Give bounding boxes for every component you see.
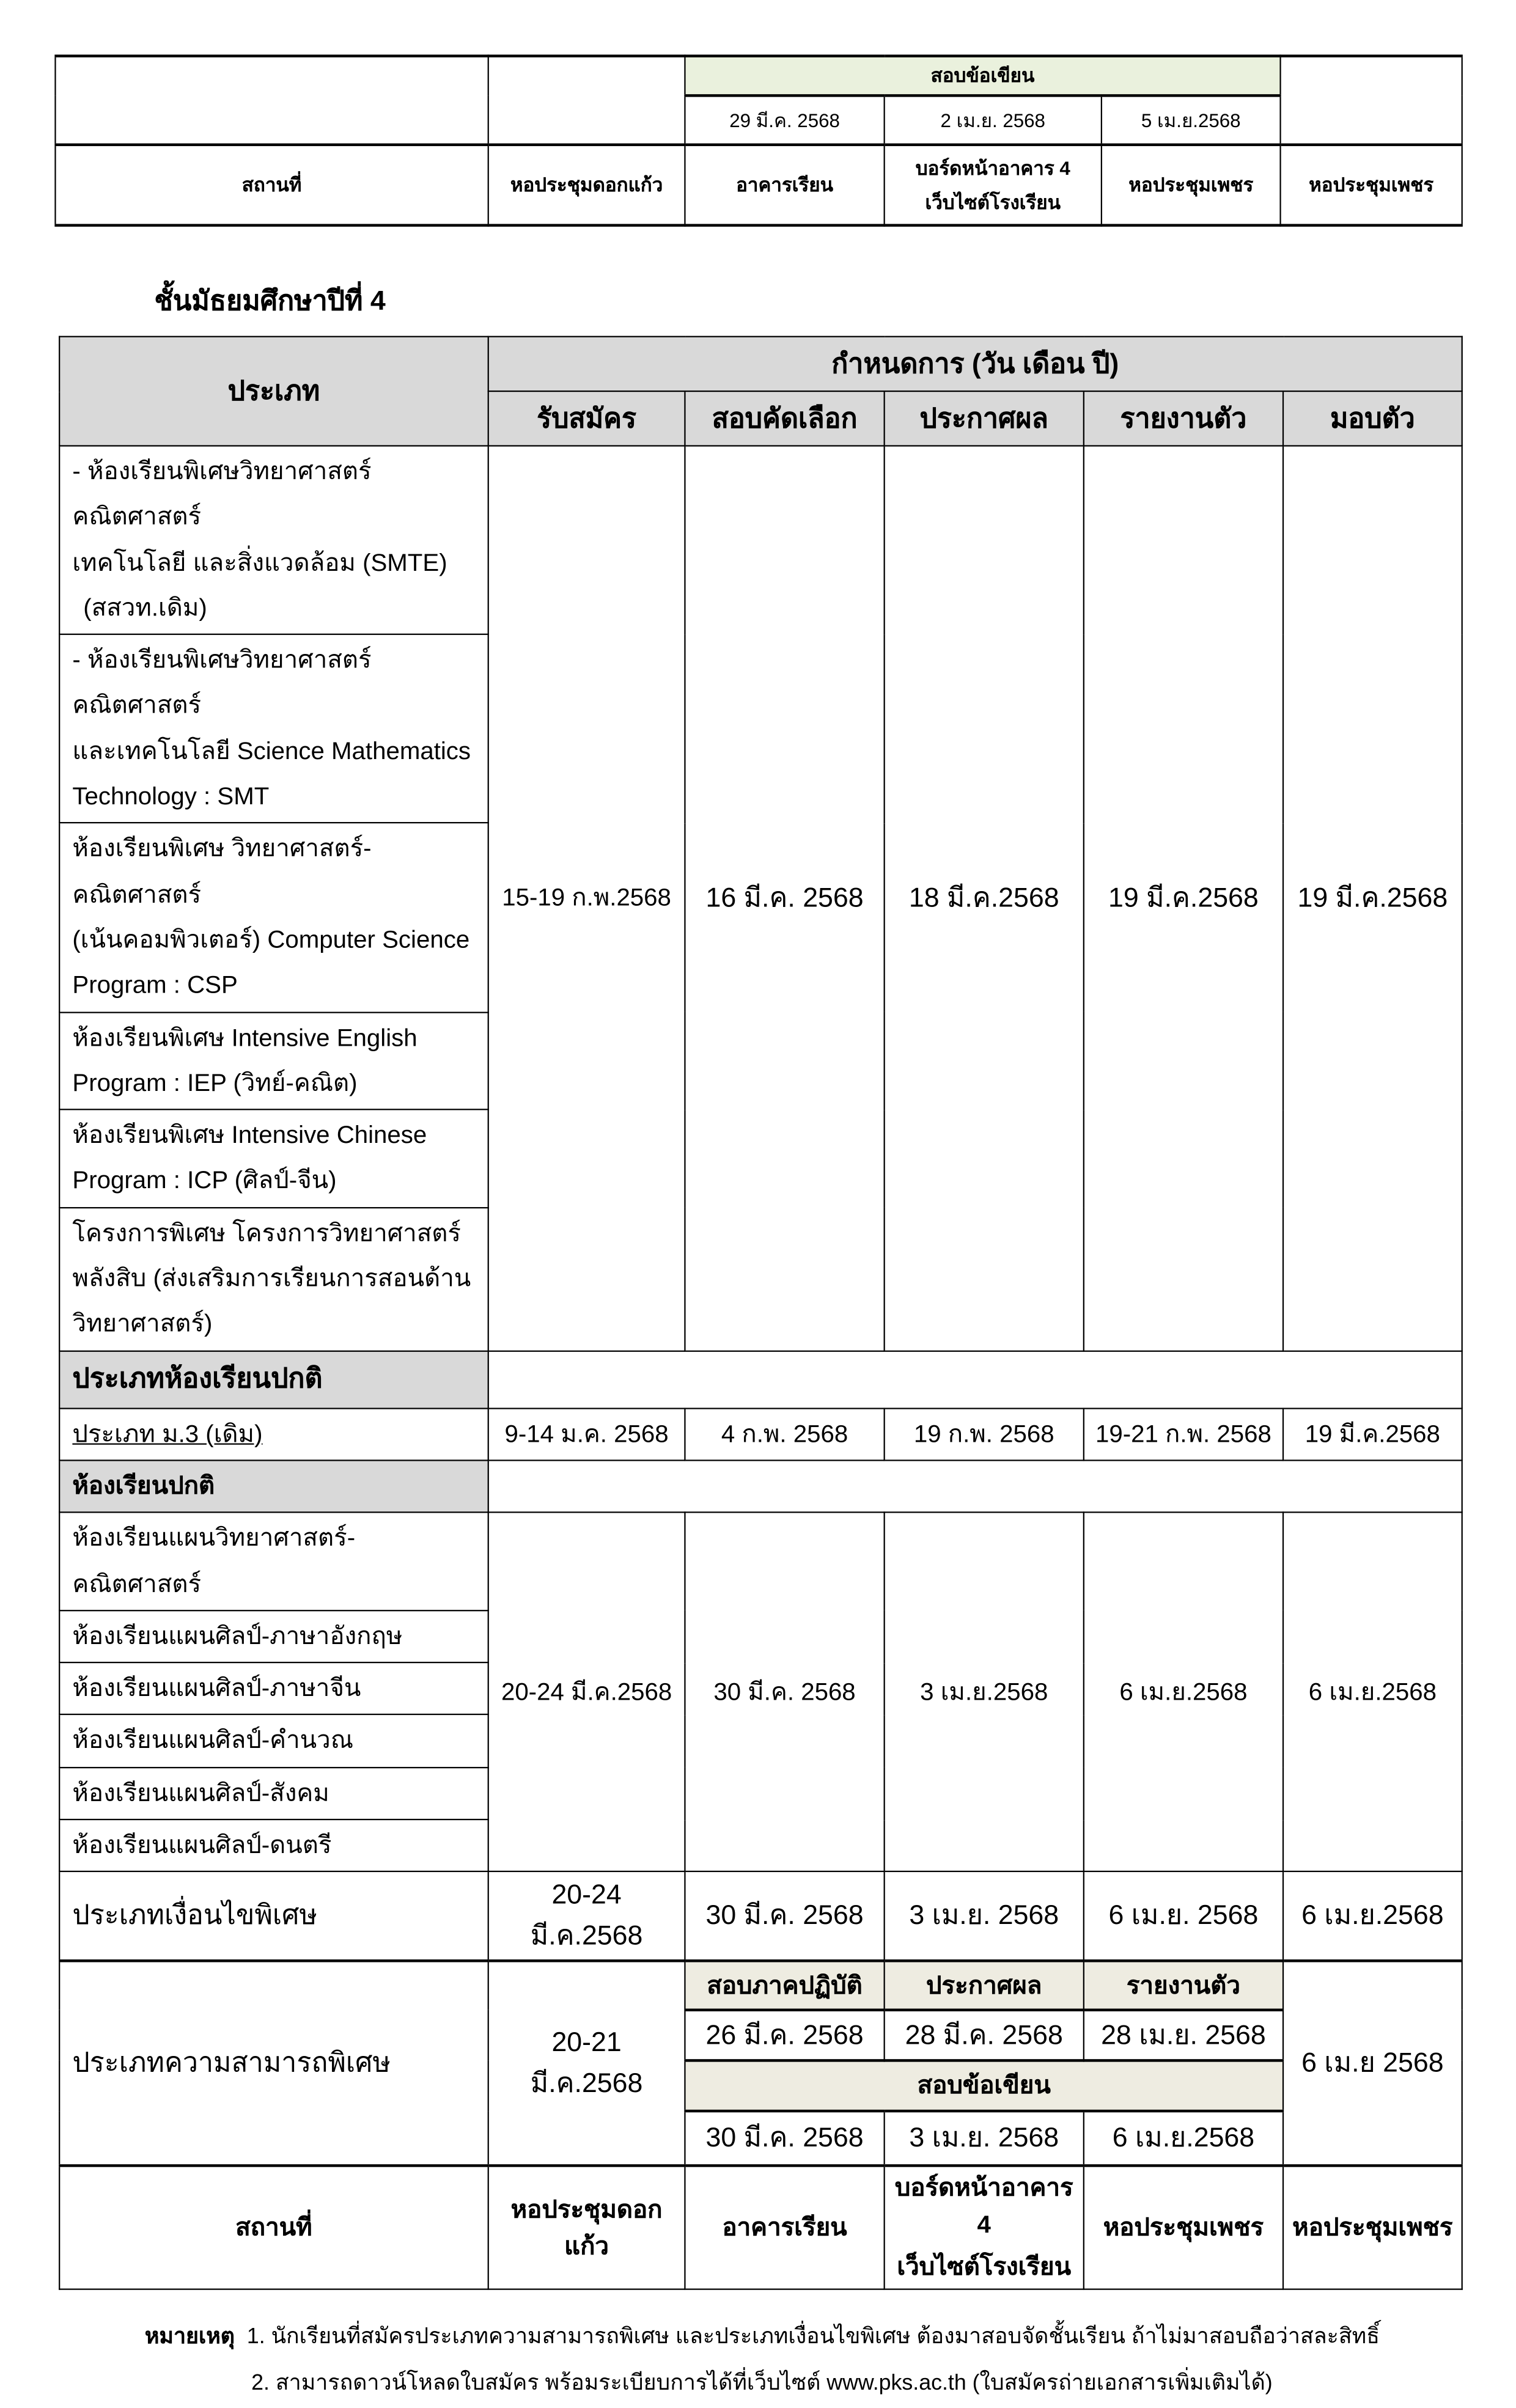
- talent-subheader: ประกาศผล: [885, 1961, 1084, 2010]
- m3-date: 19-21 ก.พ. 2568: [1084, 1408, 1283, 1461]
- program-line: Program : IEP (วิทย์-คณิต): [72, 1069, 358, 1096]
- talent-enroll-date: 6 เม.ย 2568: [1283, 1961, 1462, 2166]
- venue-label: สถานที่: [59, 2166, 488, 2289]
- regular-class: ห้องเรียนแผนศิลป์-คำนวณ: [59, 1715, 488, 1767]
- schedule-header: กำหนดการ (วัน เดือน ปี): [488, 337, 1462, 391]
- m3-label: ประเภท ม.3 (เดิม): [59, 1408, 488, 1461]
- talent-label: ประเภทความสามารถพิเศษ: [59, 1961, 488, 2166]
- column-header: มอบตัว: [1283, 391, 1462, 446]
- venue-line: บอร์ดหน้าอาคาร 4: [915, 156, 1070, 178]
- written-date: 30 มี.ค. 2568: [685, 2112, 884, 2166]
- regular-date: 6 เม.ย.2568: [1084, 1513, 1283, 1872]
- venue: [885, 2166, 1084, 2289]
- venue: อาคารเรียน: [685, 145, 884, 226]
- page-heading: ชั้นมัธยมศึกษาปีที่ 4: [154, 287, 386, 317]
- m3-date: 19 ก.พ. 2568: [885, 1408, 1084, 1461]
- notes: [145, 2315, 1462, 2408]
- special-apply-date: 15-19 ก.พ.2568: [488, 446, 685, 1350]
- practical-date: 26 มี.ค. 2568: [685, 2010, 884, 2061]
- venue: หอประชุมเพชร: [1283, 2166, 1462, 2289]
- practical-date: 28 เม.ย. 2568: [1084, 2010, 1283, 2061]
- program-cell: [59, 1110, 488, 1208]
- venue: หอประชุมเพชร: [1102, 145, 1281, 226]
- regular-class: ห้องเรียนแผนวิทยาศาสตร์-คณิตศาสตร์: [59, 1513, 488, 1610]
- program-line: ห้องเรียนพิเศษ Intensive Chinese: [72, 1121, 427, 1149]
- venue-line: เว็บไซต์โรงเรียน: [925, 190, 1061, 213]
- program-line: Program : ICP (ศิลป์-จีน): [72, 1167, 337, 1194]
- note-row: [145, 2315, 1462, 2362]
- written-exam-header: สอบข้อเขียน: [685, 56, 1280, 96]
- conditional-date: 30 มี.ค. 2568: [685, 1872, 884, 1961]
- venue: [885, 145, 1102, 226]
- regular-class: ห้องเรียนแผนศิลป์-สังคม: [59, 1767, 488, 1820]
- written-date: 6 เม.ย.2568: [1084, 2112, 1283, 2166]
- conditional-date: 20-24 มี.ค.2568: [488, 1872, 685, 1961]
- talent-subheader: รายงานตัว: [1084, 1961, 1283, 2010]
- special-report-date: 19 มี.ค.2568: [1084, 446, 1283, 1350]
- exam-date: 2 เม.ย. 2568: [885, 95, 1102, 144]
- venue-label: สถานที่: [55, 145, 488, 226]
- special-result-date: 18 มี.ค.2568: [885, 446, 1084, 1350]
- m3-date: 9-14 ม.ค. 2568: [488, 1408, 685, 1461]
- program-line: พลังสิบ (ส่งเสริมการเรียนการสอนด้าน: [72, 1264, 471, 1292]
- program-cell: [59, 634, 488, 823]
- conditional-date: 3 เม.ย. 2568: [885, 1872, 1084, 1961]
- program-line: เทคโนโลยี และสิ่งแวดล้อม (SMTE): [72, 548, 447, 576]
- written-date: 3 เม.ย. 2568: [885, 2112, 1084, 2166]
- previous-exam-table: [54, 54, 1462, 227]
- note-item: 2. สามารถดาวน์โหลดใบสมัคร พร้อมระเบียบการได้ที่เว็บไซต์ www.pks.ac.th (ใบสมัครถ่ายเอกสารเพิ่มเติมได้): [251, 2372, 1273, 2396]
- regular-class-label: ห้องเรียนปกติ: [59, 1460, 488, 1513]
- practical-date: 28 มี.ค. 2568: [885, 2010, 1084, 2061]
- venue: หอประชุมดอกแก้ว: [488, 2166, 685, 2289]
- program-cell: [59, 1012, 488, 1110]
- program-line: ห้องเรียนพิเศษ Intensive English: [72, 1023, 418, 1051]
- program-line: (เน้นคอมพิวเตอร์) Computer Science: [72, 925, 470, 953]
- venue-line: บอร์ดหน้าอาคาร 4: [894, 2174, 1073, 2239]
- exam-date: 29 มี.ค. 2568: [685, 95, 884, 144]
- regular-type-label: ประเภทห้องเรียนปกติ: [59, 1351, 488, 1408]
- notes-label: หมายเหตุ: [144, 2325, 235, 2349]
- program-line: Technology : SMT: [72, 782, 270, 810]
- regular-class: ห้องเรียนแผนศิลป์-ภาษาจีน: [59, 1662, 488, 1715]
- program-line: และเทคโนโลยี Science Mathematics: [72, 736, 471, 765]
- program-line: วิทยาศาสตร์): [72, 1310, 213, 1338]
- venue: หอประชุมเพชร: [1084, 2166, 1283, 2289]
- program-line: - ห้องเรียนพิเศษวิทยาศาสตร์ คณิตศาสตร์: [72, 646, 372, 719]
- column-header: รายงานตัว: [1084, 391, 1283, 446]
- regular-date: 30 มี.ค. 2568: [685, 1513, 884, 1872]
- written-exam-subheader: สอบข้อเขียน: [685, 2061, 1283, 2112]
- program-line: โครงการพิเศษ โครงการวิทยาศาสตร์: [72, 1219, 462, 1247]
- regular-class: ห้องเรียนแผนศิลป์-ภาษาอังกฤษ: [59, 1610, 488, 1663]
- special-enroll-date: 19 มี.ค.2568: [1283, 446, 1462, 1350]
- program-line: ห้องเรียนพิเศษ วิทยาศาสตร์-คณิตศาสตร์: [72, 834, 372, 908]
- conditional-label: ประเภทเงื่อนไขพิเศษ: [59, 1872, 488, 1961]
- special-exam-date: 16 มี.ค. 2568: [685, 446, 884, 1350]
- program-line: (สสวท.เดิม): [83, 593, 207, 622]
- venue: หอประชุมดอกแก้ว: [488, 145, 685, 226]
- program-cell: [59, 446, 488, 634]
- column-header: รับสมัคร: [488, 391, 685, 446]
- type-header: ประเภท: [59, 337, 488, 446]
- schedule-table: [59, 336, 1463, 2291]
- talent-apply-date: 20-21 มี.ค.2568: [488, 1961, 685, 2166]
- regular-date: 3 เม.ย.2568: [885, 1513, 1084, 1872]
- regular-date: 6 เม.ย.2568: [1283, 1513, 1462, 1872]
- regular-date: 20-24 มี.ค.2568: [488, 1513, 685, 1872]
- m3-date: 4 ก.พ. 2568: [685, 1408, 884, 1461]
- venue-line: เว็บไซต์โรงเรียน: [897, 2253, 1072, 2281]
- program-cell: [59, 1208, 488, 1351]
- program-line: Program : CSP: [72, 971, 238, 999]
- m3-date: 19 มี.ค.2568: [1283, 1408, 1462, 1461]
- program-cell: [59, 823, 488, 1012]
- column-header: สอบคัดเลือก: [685, 391, 884, 446]
- venue: อาคารเรียน: [685, 2166, 884, 2289]
- exam-date: 5 เม.ย.2568: [1102, 95, 1281, 144]
- venue: หอประชุมเพชร: [1281, 145, 1462, 226]
- conditional-date: 6 เม.ย.2568: [1283, 1872, 1462, 1961]
- note-item: 1. นักเรียนที่สมัครประเภทความสามารถพิเศษ และประเภทเงื่อนไขพิเศษ ต้องมาสอบจัดชั้นเรียน ถ้าไม่มาสอบถือว่าสละสิทธิ์: [246, 2325, 1380, 2349]
- regular-class: ห้องเรียนแผนศิลป์-ดนตรี: [59, 1819, 488, 1872]
- conditional-date: 6 เม.ย. 2568: [1084, 1872, 1283, 1961]
- program-line: - ห้องเรียนพิเศษวิทยาศาสตร์ คณิตศาสตร์: [72, 457, 372, 530]
- talent-subheader: สอบภาคปฏิบัติ: [685, 1961, 884, 2010]
- column-header: ประกาศผล: [885, 391, 1084, 446]
